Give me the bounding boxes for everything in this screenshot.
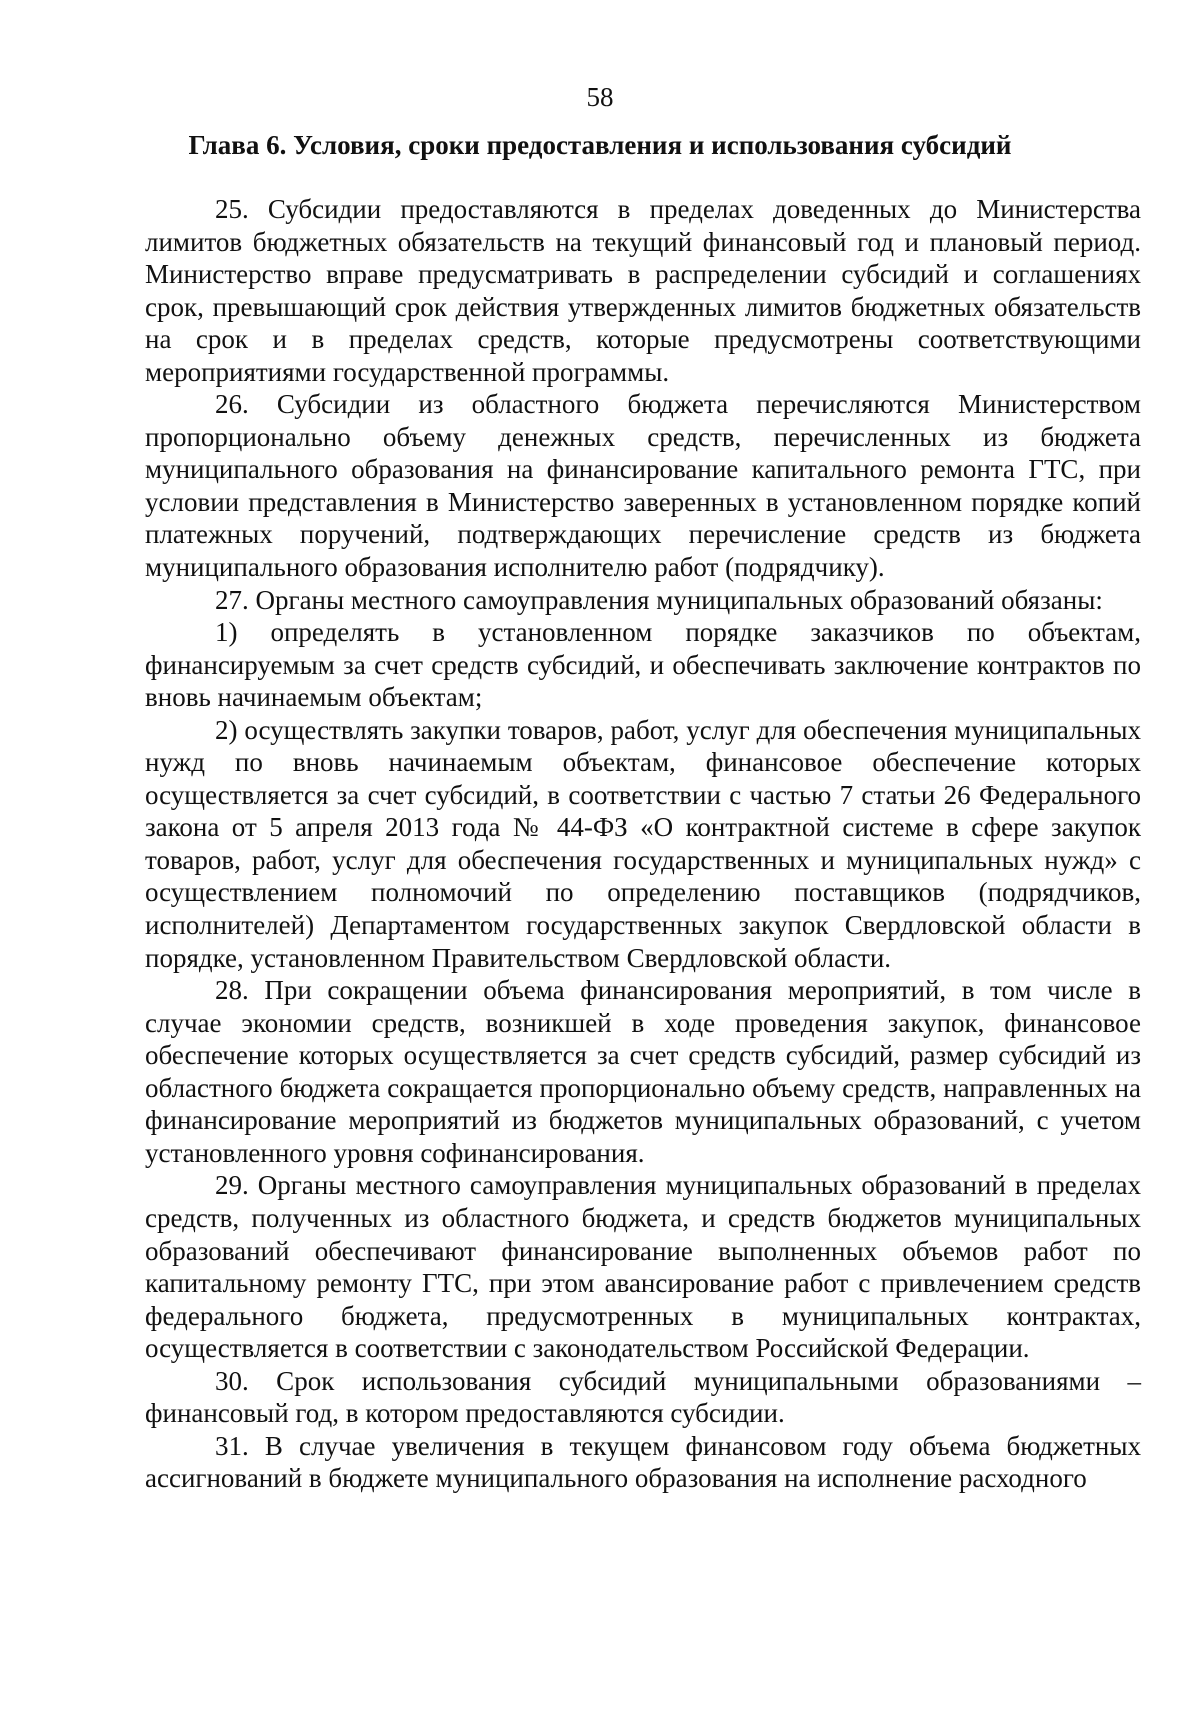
paragraph-27: 27. Органы местного самоуправления муниципальных образований обязаны: xyxy=(215,584,1103,615)
body-text xyxy=(145,193,1141,1495)
paragraph-31: 31. В случае увеличения в текущем финансовом году объема бюджетных ассигнований в бюджете муниципального образования на исполнение расходного xyxy=(145,1430,1141,1494)
paragraph-27-item-1: 1) определять в установленном порядке заказчиков по объектам, финансируемым за счет средств субсидий, и обеспечивать заключение контрактов по вновь начинаемым объектам; xyxy=(145,617,1141,713)
paragraph-26: 26. Субсидии из областного бюджета перечисляются Министерством пропорционально объему денежных средств, перечисленных из бюджета муниципального образования на финансирование капитального ремонта ГТС, при условии представления в Министерство заверенных в установленном порядке копий платежных поручений, подтверждающих перечисление средств из бюджета муниципального образования исполнителю работ (подрядчику). xyxy=(145,389,1141,583)
paragraph-28: 28. При сокращении объема финансирования мероприятий, в том числе в случае экономии средств, возникшей в ходе проведения закупок, финансовое обеспечение которых осуществляется за счет средств субсидий, размер субсидий из областного бюджета сокращается пропорционально объему средств, направленных на финансирование мероприятий из бюджетов муниципальных образований, с учетом установленного уровня софинансирования. xyxy=(145,975,1141,1168)
paragraph-29: 29. Органы местного самоуправления муниципальных образований в пределах средств, полученных из областного бюджета, и средств бюджетов муниципальных образований обеспечивают финансирование выполненных объемов работ по капитальному ремонту ГТС, при этом авансирование работ с привлечением средств федерального бюджета, предусмотренных в муниципальных контрактах, осуществляется в соответствии с законодательством Российской Федерации. xyxy=(145,1170,1141,1364)
paragraph-27-item-2: 2) осуществлять закупки товаров, работ, услуг для обеспечения муниципальных нужд по вновь начинаемым объектам, финансовое обеспечение которых осуществляется за счет субсидий, в соответствии с частью 7 статьи 26 Федерального закона от 5 апреля 2013 года № 44-ФЗ «О контрактной системе в сфере закупок товаров, работ, услуг для обеспечения государственных и муниципальных нужд» с осуществлением полномочий по определению поставщиков (подрядчиков, исполнителей) Департаментом государственных закупок Свердловской области в порядке, установленном Правительством Свердловской области. xyxy=(145,714,1141,973)
paragraph-30: 30. Срок использования субсидий муниципальными образованиями – финансовый год, в котором предоставляются субсидии. xyxy=(145,1365,1141,1429)
page-number: 58 xyxy=(586,82,614,112)
paragraph-25: 25. Субсидии предоставляются в пределах доведенных до Министерства лимитов бюджетных обязательств на текущий финансовый год и плановый период. Министерство вправе предусматривать в распределении субсидий и соглашениях срок, превышающий срок действия утвержденных лимитов бюджетных обязательств на срок и в пределах средств, которые предусмотрены соответствующими мероприятиями государственной программы. xyxy=(145,194,1141,387)
chapter-title: Глава 6. Условия, сроки предоставления и использования субсидий xyxy=(188,130,1012,160)
